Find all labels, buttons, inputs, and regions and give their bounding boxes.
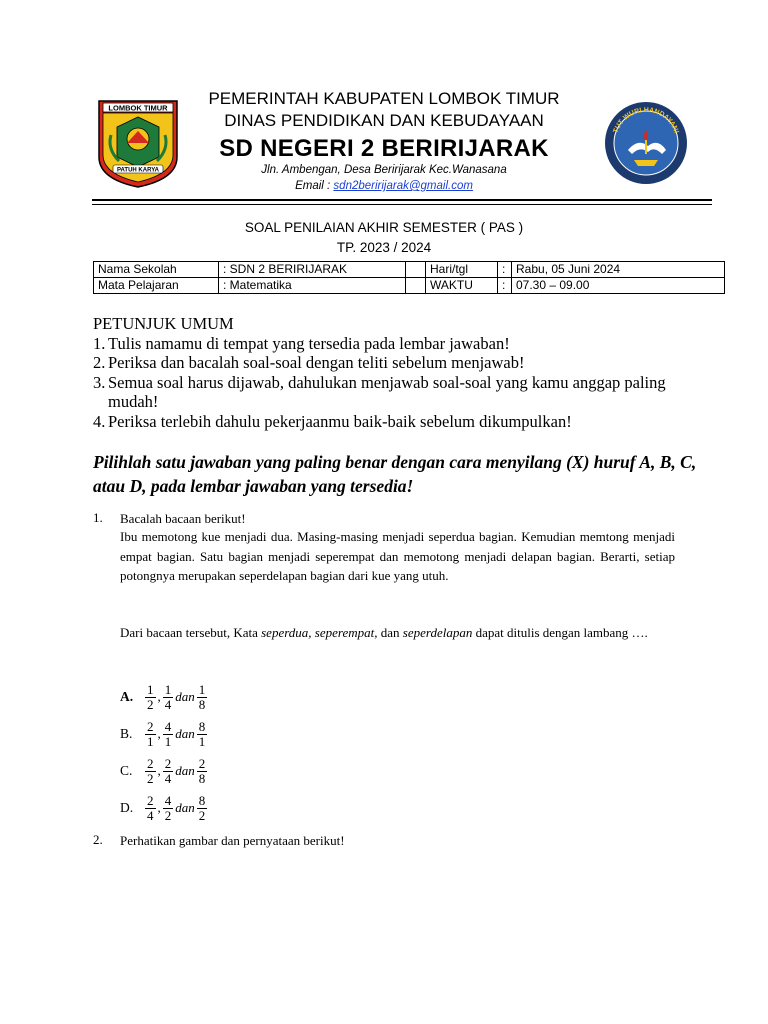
fraction: $\frac{1}{4}$ (164, 681, 172, 712)
fraction: $\frac{2}{4}$ (164, 755, 172, 786)
list-number: 2. (93, 353, 106, 372)
table-cell-value: Rabu, 05 Juni 2024 (512, 262, 725, 278)
question-number: 2. (93, 832, 103, 847)
option-a[interactable]: A. $\frac{1}{2}$ , $\frac{1}{4}$ dan $\frac{1}{8}$ (120, 681, 206, 712)
list-item (93, 334, 713, 354)
instructions (93, 314, 713, 431)
list-text: Semua soal harus dijawab, dahulukan menjawab soal-soal yang kamu anggap paling mudah! (108, 372, 666, 411)
fraction: $\frac{2}{4}$ (147, 792, 154, 823)
option-c[interactable]: C. $\frac{2}{2}$ , $\frac{2}{4}$ dan $\frac{2}{8}$ (120, 755, 206, 786)
list-item (93, 373, 713, 412)
school-name: SD NEGERI 2 BERIRIJARAK (219, 135, 549, 162)
question-intro: Bacalah bacaan berikut! (120, 511, 246, 526)
fraction: $\frac{4}{1}$ (164, 718, 172, 749)
email-link[interactable]: sdn2beririjarak@gmail.com (333, 180, 473, 192)
svg-text:LOMBOK TIMUR: LOMBOK TIMUR (108, 103, 168, 113)
svg-text:PATUH KARYA: PATUH KARYA (116, 167, 160, 174)
table-cell-label: Mata Pelajaran (94, 278, 219, 294)
school-address: Jln. Ambengan, Desa Beririjarak Kec.Wanasana (261, 164, 507, 176)
government-name: PEMERINTAH KABUPATEN LOMBOK TIMUR (208, 89, 560, 108)
info-table (93, 261, 725, 294)
option-conjunction: dan (175, 800, 195, 815)
list-text: Periksa terlebih dahulu pekerjaanmu baik-baik sebelum dikumpulkan! (108, 411, 572, 431)
question-term: seperdua, seperempat, (261, 625, 378, 640)
fraction: $\frac{1}{2}$ (147, 681, 154, 712)
answer-directive: Pilihlah satu jawaban yang paling benar dengan cara menyilang (X) huruf A, B, C, atau D, pada lembar jawaban yang tersedia! (93, 452, 697, 496)
option-d[interactable]: D. $\frac{2}{4}$ , $\frac{4}{2}$ dan $\frac{8}{2}$ (120, 792, 206, 823)
table-cell-empty (406, 262, 426, 278)
question-stem (120, 623, 675, 643)
fraction: $\frac{4}{2}$ (164, 792, 172, 823)
exam-title: SOAL PENILAIAN AKHIR SEMESTER ( PAS ) (244, 220, 524, 235)
question-term: seperdelapan (402, 625, 473, 640)
fraction: $\frac{8}{1}$ (198, 718, 206, 749)
instructions-heading: PETUNJUK UMUM (93, 314, 234, 333)
fraction: $\frac{2}{8}$ (198, 755, 206, 786)
list-text: Periksa dan bacalah soal-soal dengan teliti sebelum menjawab! (108, 353, 525, 372)
table-cell-colon: : (498, 278, 512, 294)
list-item (93, 353, 713, 373)
table-cell-empty (406, 278, 426, 294)
question-intro: Perhatikan gambar dan pernyataan berikut! (120, 833, 345, 848)
option-label: A. (120, 689, 134, 704)
fraction: $\frac{2}{1}$ (147, 718, 154, 749)
list-number: 1. (93, 333, 106, 353)
table-cell-colon: : (498, 262, 512, 278)
fraction: $\frac{2}{2}$ (147, 755, 154, 786)
list-text: Tulis namamu di tempat yang tersedia pada lembar jawaban! (108, 333, 510, 353)
question-number: 1. (93, 510, 103, 525)
list-number: 4. (93, 411, 106, 431)
table-cell-label: Hari/tgl (426, 262, 498, 278)
table-cell-value: : SDN 2 BERIRIJARAK (219, 262, 406, 278)
question-text: dan (377, 625, 403, 640)
option-label: B. (120, 726, 133, 741)
question-text: dapat ditulis dengan lambang …. (472, 625, 648, 640)
option-label: D. (120, 800, 134, 815)
table-row (94, 262, 725, 278)
table-cell-value: 07.30 – 09.00 (512, 278, 725, 294)
option-conjunction: dan (175, 726, 195, 741)
kop-rule-thick (92, 199, 712, 201)
fraction: $\frac{1}{8}$ (198, 681, 206, 712)
table-cell-label: Nama Sekolah (94, 262, 219, 278)
option-label: C. (120, 763, 133, 778)
option-conjunction: dan (175, 763, 195, 778)
fraction: $\frac{8}{2}$ (198, 792, 206, 823)
table-cell-value: : Matematika (219, 278, 406, 294)
option-b[interactable]: B. $\frac{2}{1}$ , $\frac{4}{1}$ dan $\frac{8}{1}$ (120, 718, 206, 749)
question-text: Dari bacaan tersebut, Kata (120, 625, 262, 640)
email-line (0, 180, 768, 192)
email-label: Email : (295, 180, 334, 192)
kop-rule-thin (92, 204, 712, 205)
department-name: DINAS PENDIDIKAN DAN KEBUDAYAAN (224, 111, 544, 130)
exam-year: TP. 2023 / 2024 (336, 240, 432, 255)
table-row (94, 278, 725, 294)
svg-text:TUT WURI HANDAYANI: TUT WURI HANDAYANI (612, 106, 680, 135)
option-conjunction: dan (175, 689, 195, 704)
list-number: 3. (93, 372, 106, 392)
table-cell-label: WAKTU (426, 278, 498, 294)
reading-passage: Ibu memotong kue menjadi dua. Masing-masing menjadi seperdua bagian. Kemudian memtong menjadi empat bagian. Satu bagian menjadi seperempat dan memotong menjadi delapan bagian. Berarti, setiap potongnya merupakan seperdelapan bagian dari kue yang utuh. (120, 529, 675, 583)
list-item (93, 412, 713, 432)
